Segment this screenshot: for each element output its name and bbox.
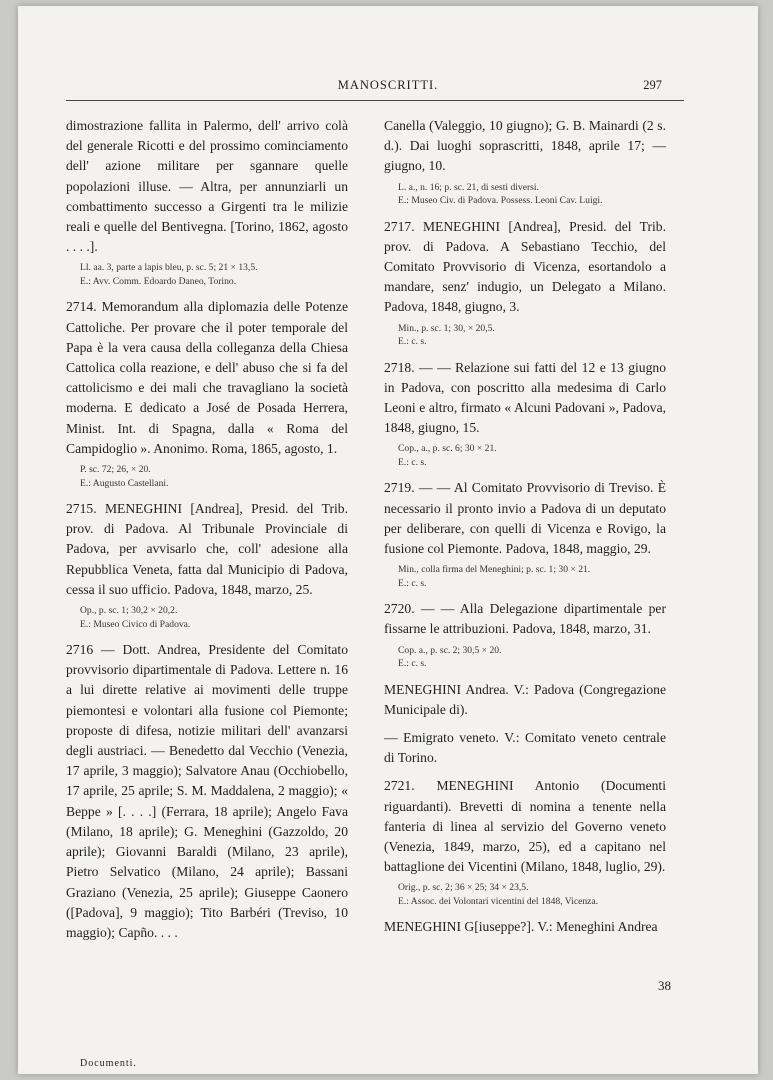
signature-mark: Documenti. bbox=[80, 1058, 137, 1069]
entry-note: Ll. aa. 3, parte a lapis bleu, p. sc. 5; 21 × 13,5. bbox=[80, 262, 258, 274]
entry bbox=[66, 116, 348, 288]
entry-note: E.: Museo Civico di Padova. bbox=[80, 618, 191, 630]
entry-note: Orig., p. sc. 2; 36 × 25; 34 × 23,5. bbox=[398, 882, 529, 894]
entry-text: MENEGHINI G[iuseppe?]. V.: Meneghini Andrea bbox=[384, 919, 658, 935]
running-title: MANOSCRITTI. bbox=[337, 78, 439, 92]
entry-note: Cop., a., p. sc. 6; 30 × 21. bbox=[398, 443, 497, 455]
entry-note: Min., p. sc. 1; 30, × 20,5. bbox=[398, 322, 495, 334]
entry-text: 2714. Memorandum alla diplomazia delle Potenze Cattoliche. Per provare che il poter temporale del Papa è la vera causa della colleganza della Chiesa Cattolica colla reazione, e dell' abuso che si fa del cattolicismo e dei mali che travagliano la società moderna. E dedicato a José de Posada Herrera, Minist. Int. di Spagna, dalla « Roma del Campidoglio ». Anonimo. Roma, 1865, agosto, 1. bbox=[66, 299, 348, 456]
entry-note: Op., p. sc. 1; 30,2 × 20,2. bbox=[80, 605, 178, 617]
entry bbox=[384, 217, 666, 349]
entry-note: E.: Museo Civ. di Padova. Possess. Leoni Cav. Luigi. bbox=[398, 195, 603, 207]
entry-note: L. a., n. 16; p. sc. 21, di sesti diversi. bbox=[398, 181, 539, 193]
entry-text: — Emigrato veneto. V.: Comitato veneto centrale di Torino. bbox=[384, 730, 666, 766]
entry bbox=[384, 599, 666, 670]
entry bbox=[384, 478, 666, 590]
entry-note: Min., colla firma del Meneghini; p. sc. 1; 30 × 21. bbox=[398, 564, 591, 576]
entry-text: 2720. — — Alla Delegazione dipartimentale per fissarne le attribuzioni. Padova, 1848, marzo, 31. bbox=[384, 601, 666, 637]
entry bbox=[66, 297, 348, 490]
entry-note: E.: Assoc. dei Volontari vicentini del 1848, Vicenza. bbox=[398, 895, 599, 907]
document-page bbox=[18, 6, 758, 1074]
entry-note: E.: Augusto Castellani. bbox=[80, 477, 169, 489]
header-rule bbox=[66, 100, 684, 101]
entry-note: E.: Avv. Comm. Edoardo Daneo, Torino. bbox=[80, 275, 237, 287]
entry-text: 2719. — — Al Comitato Provvisorio di Treviso. È necessario il pronto invio a Padova di un deputato per deliberare, con quelli di Vicenza e Rovigo, la fusione col Piemonte. Padova, 1848, maggio, 29. bbox=[384, 480, 666, 557]
right-column bbox=[384, 116, 666, 946]
cross-reference bbox=[384, 680, 666, 720]
entry-text: MENEGHINI Andrea. V.: Padova (Congregazione Municipale di). bbox=[384, 681, 666, 717]
entry-text: 2721. MENEGHINI Antonio (Documenti riguardanti). Brevetti di nomina a tenente nella fanteria di linea al servizio del Governo veneto (Venezia, 1849, marzo, 25), ed a capitano nel battaglione dei Vicentini (Milano, 1848, luglio, 29). bbox=[384, 778, 666, 875]
entry bbox=[384, 116, 666, 208]
entry bbox=[66, 640, 348, 943]
entry-text: 2717. MENEGHINI [Andrea], Presid. del Trib. prov. di Padova. A Sebastiano Tecchio, del Comitato Provvisorio di Vicenza, esortandolo a mandare, senz' indugio, un Delegato a Milano. Padova, 1848, giugno, 3. bbox=[384, 218, 666, 315]
entry-text: 2718. — — Relazione sui fatti del 12 e 13 giugno in Padova, con poscritto alla medesima di Carlo Leoni e altro, firmato « Alcuni Padovani », Padova, 1848, giugno, 15. bbox=[384, 359, 666, 436]
entry-note: P. sc. 72; 26, × 20. bbox=[80, 464, 151, 476]
page-number: 297 bbox=[643, 78, 662, 92]
entry-note: E.: c. s. bbox=[398, 658, 427, 670]
entry-text: dimostrazione fallita in Palermo, dell' arrivo colà del generale Ricotti e del prossimo cominciamento dell' azione militare per sgannare quelle popolazioni illuse. — Altra, per annunziarli un combattimento successo a Girgenti tra le milizie reali e quelle del Bentivegna. [Torino, 1862, agosto . . . .]. bbox=[66, 118, 348, 255]
entry-note: E.: c. s. bbox=[398, 336, 427, 348]
cross-reference bbox=[384, 728, 666, 768]
entry-text: 2716 — Dott. Andrea, Presidente del Comitato provvisorio dipartimentale di Padova. Lettere n. 16 a lui dirette relative ai movimenti delle truppe piemontesi e volontari alla fusione col Piemonte; proposte di difesa, notizie militari dell' avanzarsi degli austriaci. — Benedetto dal Vecchio (Venezia, 17 aprile, 3 maggio); Salvatore Anau (Occhiobello, 17 aprile, 25 aprile; S. M. Maddalena, 2 maggio); « Beppe » [. . . .] (Ferrara, 18 aprile); Angelo Fava (Milano, 18 aprile); G. Meneghini (Gazzoldo, 20 aprile); Giovanni Baraldi (Milano, 23 aprile), Pietro Selvatico (Milano, 24 aprile); Bassani Graziano (Venezia, 25 aprile); Giuseppe Caonero ([Padova], 9 maggio); Tito Barbéri (Treviso, 10 maggio); Capño. . . . bbox=[66, 642, 348, 940]
entry-note: Cop. a., p. sc. 2; 30,5 × 20. bbox=[398, 644, 502, 656]
entry-note: E.: c. s. bbox=[398, 456, 427, 468]
entry-text: 2715. MENEGHINI [Andrea], Presid. del Trib. prov. di Padova. Al Tribunale Provinciale di Padova, per avvisarlo che, coll' adesione alla Repubblica Veneta, fatta dal Municipio di Padova, cessa il suo ufficio. Padova, 1848, marzo, 25. bbox=[66, 501, 348, 597]
entry bbox=[384, 776, 666, 908]
sheet-number: 38 bbox=[658, 978, 671, 993]
entry bbox=[66, 499, 348, 631]
entry bbox=[384, 358, 666, 470]
entry-text: Canella (Valeggio, 10 giugno); G. B. Mainardi (2 s. d.). Dai luoghi soprascritti, 1848, aprile 17; — giugno, 10. bbox=[384, 118, 666, 174]
entry-note: E.: c. s. bbox=[398, 577, 427, 589]
cross-reference bbox=[384, 917, 666, 937]
running-header bbox=[18, 76, 758, 96]
left-column bbox=[66, 116, 348, 952]
